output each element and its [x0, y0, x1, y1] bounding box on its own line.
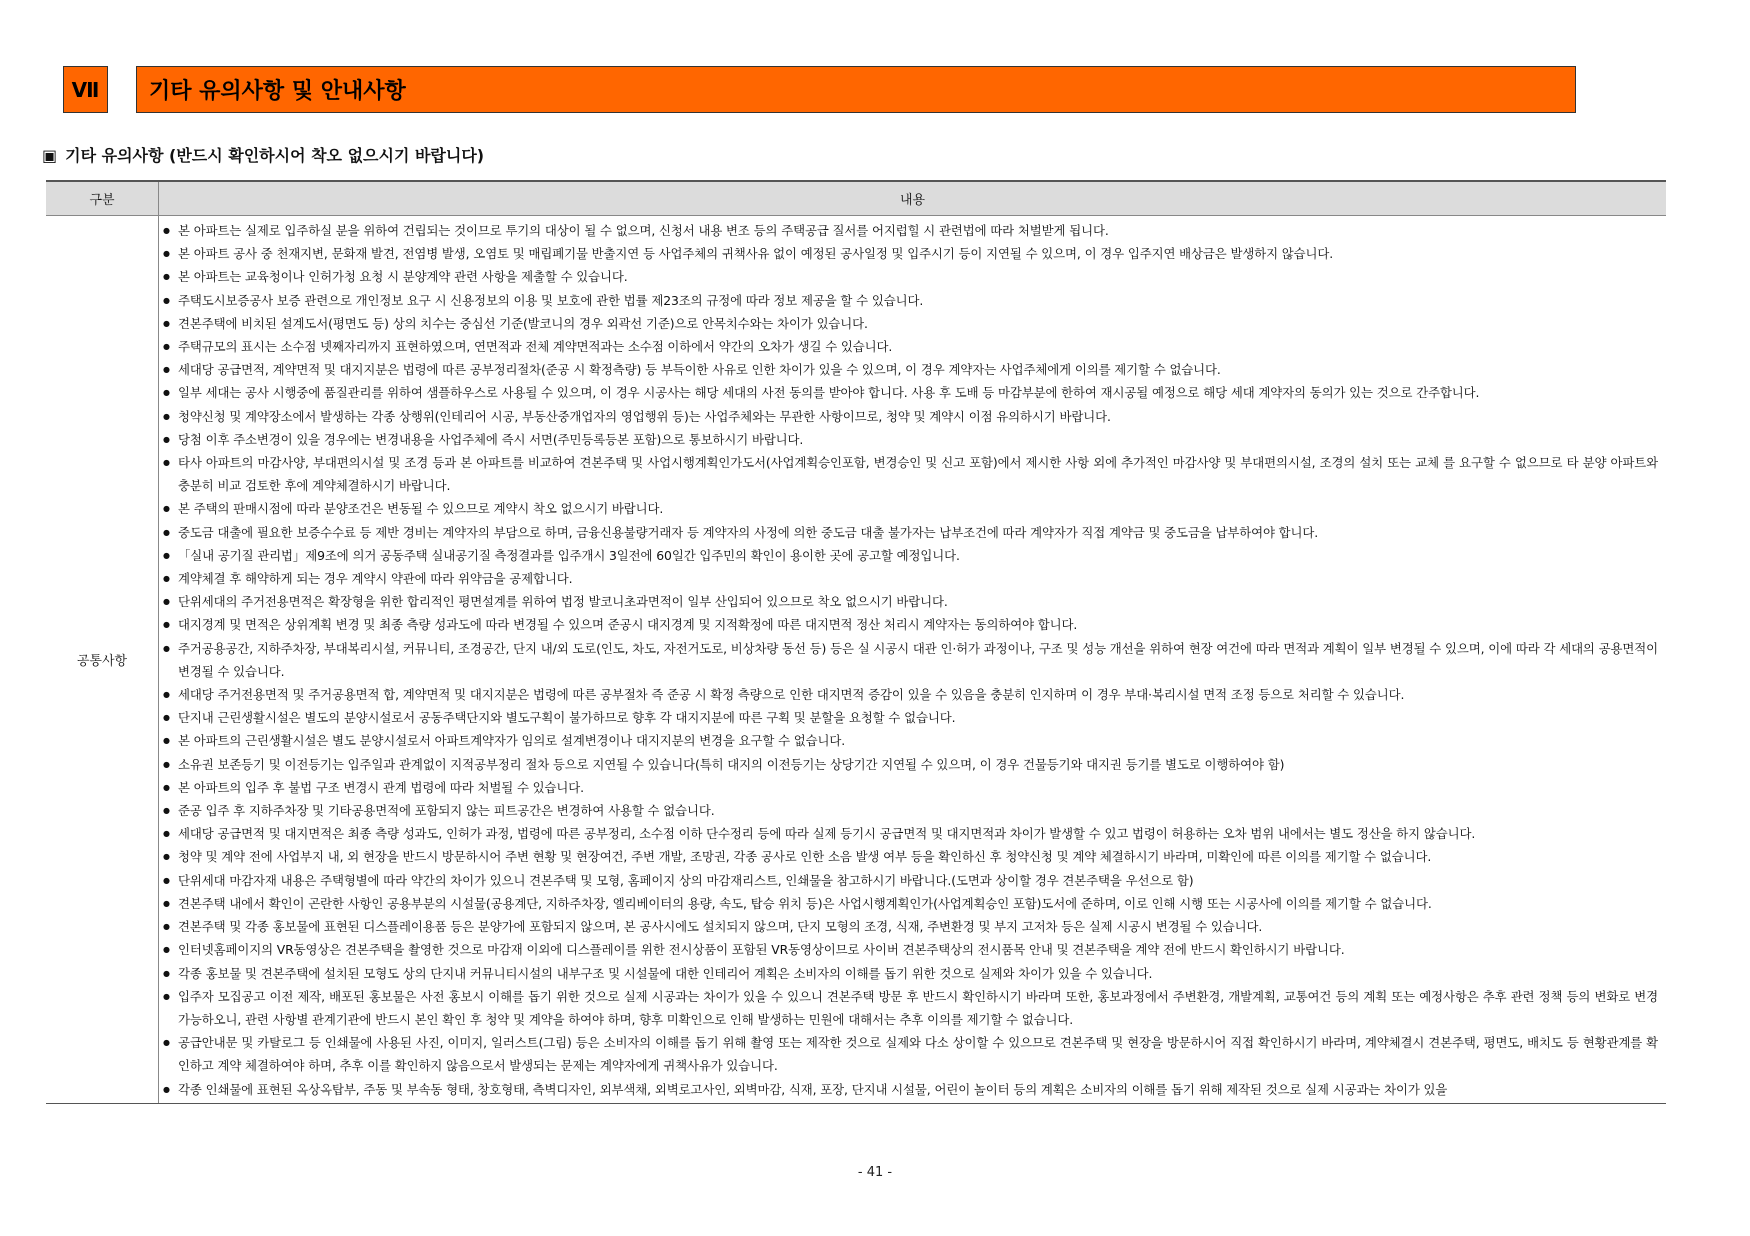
- list-item: ● 각종 인쇄물에 표현된 옥상옥탑부, 주동 및 부속동 형태, 창호형태, 측벽디자인, 외부색채, 외벽로고사인, 외벽마감, 식재, 포장, 단지내 시설물, 어린이 놀이터 등의 계획은 소비자의 이해를 돕기 위해 제작된 것으로 실제 시공과는 차이가 있을: [178, 1078, 1658, 1101]
- subheading-text: 기타 유의사항 (반드시 확인하시어 착오 없으시기 바랍니다): [65, 146, 485, 165]
- list-item: ● 본 아파트 공사 중 천재지변, 문화재 발견, 전염병 발생, 오염토 및 매립폐기물 반출지연 등 사업주체의 귀책사유 없이 예정된 공사일정 및 입주시기 등이 지연될 수 있으며, 이 경우 입주지연 배상금은 발생하지 않습니다.: [178, 242, 1658, 265]
- list-item: ● 본 아파트의 근린생활시설은 별도 분양시설로서 아파트계약자가 임의로 설계변경이나 대지지분의 변경을 요구할 수 없습니다.: [178, 729, 1658, 752]
- section-number: Ⅶ: [63, 66, 108, 113]
- list-item: ● 중도금 대출에 필요한 보증수수료 등 제반 경비는 계약자의 부담으로 하며, 금융신용불량거래자 등 계약자의 사정에 의한 중도금 대출 불가자는 납부조건에 따라 계약자가 직접 계약금 및 중도금을 납부하여야 합니다.: [178, 521, 1658, 544]
- list-item: ● 본 아파트의 입주 후 불법 구조 변경시 관계 법령에 따라 처벌될 수 있습니다.: [178, 776, 1658, 799]
- list-item: ● 단지내 근린생활시설은 별도의 분양시설로서 공동주택단지와 별도구획이 불가하므로 향후 각 대지지분에 따른 구획 및 분할을 요청할 수 없습니다.: [178, 706, 1658, 729]
- list-item: ● 단위세대 마감자재 내용은 주택형별에 따라 약간의 차이가 있으니 견본주택 및 모형, 홈페이지 상의 마감재리스트, 인쇄물을 참고하시기 바랍니다.(도면과 상이할 경우 견본주택을 우선으로 함): [178, 869, 1658, 892]
- list-item: ● 인터넷홈페이지의 VR동영상은 견본주택을 촬영한 것으로 마감재 이외에 디스플레이를 위한 전시상품이 포함된 VR동영상이므로 사이버 견본주택상의 전시품목 안내 및 견본주택을 계약 전에 반드시 확인하시기 바랍니다.: [178, 938, 1658, 961]
- list-item: ● 세대당 공급면적 및 대지면적은 최종 측량 성과도, 인허가 과정, 법령에 따른 공부정리, 소수점 이하 단수정리 등에 따라 실제 등기시 공급면적 및 대지면적과 차이가 발생할 수 있고 법령이 허용하는 오차 범위 내에서는 별도 정산을 하지 않습니다.: [178, 822, 1658, 845]
- list-item: ● 세대당 주거전용면적 및 주거공용면적 합, 계약면적 및 대지지분은 법령에 따른 공부절차 즉 준공 시 확정 측량으로 인한 대지면적 증감이 있을 수 있음을 충분히 인지하며 이 경우 부대·복리시설 면적 조정 등으로 처리할 수 있습니다.: [178, 683, 1658, 706]
- square-bullet-icon: ▣: [42, 146, 58, 165]
- list-item: ● 공급안내문 및 카탈로그 등 인쇄물에 사용된 사진, 이미지, 일러스트(그림) 등은 소비자의 이해를 돕기 위해 촬영 또는 제작한 것으로 실제와 다소 상이할 수 있으므로 견본주택 및 현장을 방문하시어 직접 확인하시기 바라며, 계약체결시 견본주택, 평면도, 배치도 등 현황관계를 확인하고 계약 체결하여야 하며, 추후 이를 확인하지 않음으로서 발생되는 문제는 계약자에게 귀책사유가 있습니다.: [178, 1031, 1658, 1077]
- section-title: 기타 유의사항 및 안내사항: [136, 66, 1576, 113]
- list-item: ● 견본주택 내에서 확인이 곤란한 사항인 공용부분의 시설물(공용계단, 지하주차장, 엘리베이터의 용량, 속도, 탑승 위치 등)은 사업시행계획인가(사업계획승인 포함)도서에 준하며, 이로 인해 시행 또는 시공사에 이의를 제기할 수 없습니다.: [178, 892, 1658, 915]
- list-item: ● 세대당 공급면적, 계약면적 및 대지지분은 법령에 따른 공부정리절차(준공 시 확정측량) 등 부득이한 사유로 인한 차이가 있을 수 있으며, 이 경우 계약자는 사업주체에게 이의를 제기할 수 없습니다.: [178, 358, 1658, 381]
- list-item: ● 당첨 이후 주소변경이 있을 경우에는 변경내용을 사업주체에 즉시 서면(주민등록등본 포함)으로 통보하시기 바랍니다.: [178, 428, 1658, 451]
- notes-table: [46, 180, 1666, 1104]
- subheading: [42, 143, 484, 166]
- list-item: ● 계약체결 후 해약하게 되는 경우 계약시 약관에 따라 위약금을 공제합니다.: [178, 567, 1658, 590]
- list-item: ● 견본주택에 비치된 설계도서(평면도 등) 상의 치수는 중심선 기준(발코니의 경우 외곽선 기준)으로 안목치수와는 차이가 있습니다.: [178, 312, 1658, 335]
- list-item: ● 견본주택 및 각종 홍보물에 표현된 디스플레이용품 등은 분양가에 포함되지 않으며, 본 공사시에도 설치되지 않으며, 단지 모형의 조경, 식재, 주변환경 및 부지 고저차 등은 실제 시공시 변경될 수 있습니다.: [178, 915, 1658, 938]
- list-item: ● 타사 아파트의 마감사양, 부대편의시설 및 조경 등과 본 아파트를 비교하여 견본주택 및 사업시행계획인가도서(사업계획승인포함, 변경승인 및 신고 포함)에서 제시한 사항 외에 추가적인 마감사양 및 부대편의시설, 조경의 설치 또는 교체 를 요구할 수 없으므로 타 분양 아파트와 충분히 비교 검토한 후에 계약체결하시기 바랍니다.: [178, 451, 1658, 497]
- category-cell: 공통사항: [46, 216, 159, 1104]
- list-item: ● 단위세대의 주거전용면적은 확장형을 위한 합리적인 평면설계를 위하여 법정 발코니초과면적이 일부 산입되어 있으므로 착오 없으시기 바랍니다.: [178, 590, 1658, 613]
- list-item: ● 일부 세대는 공사 시행중에 품질관리를 위하여 샘플하우스로 사용될 수 있으며, 이 경우 시공사는 해당 세대의 사전 동의를 받아야 합니다. 사용 후 도배 등 마감부분에 한하여 재시공될 예정으로 해당 세대 계약자의 동의가 있는 것으로 간주합니다.: [178, 381, 1658, 404]
- list-item: ● 청약 및 계약 전에 사업부지 내, 외 현장을 반드시 방문하시어 주변 현황 및 현장여건, 주변 개발, 조망권, 각종 공사로 인한 소음 발생 여부 등을 확인하신 후 청약신청 및 계약 체결하시기 바라며, 미확인에 따른 이의를 제기할 수 없습니다.: [178, 845, 1658, 868]
- list-item: ● 각종 홍보물 및 견본주택에 설치된 모형도 상의 단지내 커뮤니티시설의 내부구조 및 시설물에 대한 인테리어 계획은 소비자의 이해를 돕기 위한 것으로 실제와 차이가 있을 수 있습니다.: [178, 962, 1658, 985]
- list-item: ● 본 아파트는 교육청이나 인허가청 요청 시 분양계약 관련 사항을 제출할 수 있습니다.: [178, 265, 1658, 288]
- list-item: ● 주택규모의 표시는 소수점 넷째자리까지 표현하였으며, 연면적과 전체 계약면적과는 소수점 이하에서 약간의 오차가 생길 수 있습니다.: [178, 335, 1658, 358]
- list-item: ● 본 아파트는 실제로 입주하실 분을 위하여 건립되는 것이므로 투기의 대상이 될 수 없으며, 신청서 내용 변조 등의 주택공급 질서를 어지럽힐 시 관련법에 따라 처벌받게 됩니다.: [178, 219, 1658, 242]
- list-item: ● 소유권 보존등기 및 이전등기는 입주일과 관계없이 지적공부정리 절차 등으로 지연될 수 있습니다(특히 대지의 이전등기는 상당기간 지연될 수 있으며, 이 경우 건물등기와 대지권 등기를 별도로 이행하여야 함): [178, 753, 1658, 776]
- header-content: 내용: [159, 181, 1667, 216]
- header-category: 구분: [46, 181, 159, 216]
- list-item: ● 주택도시보증공사 보증 관련으로 개인정보 요구 시 신용정보의 이용 및 보호에 관한 법률 제23조의 규정에 따라 정보 제공을 할 수 있습니다.: [178, 289, 1658, 312]
- list-item: ● 준공 입주 후 지하주차장 및 기타공용면적에 포함되지 않는 피트공간은 변경하여 사용할 수 없습니다.: [178, 799, 1658, 822]
- list-item: ● 입주자 모집공고 이전 제작, 배포된 홍보물은 사전 홍보시 이해를 돕기 위한 것으로 실제 시공과는 차이가 있을 수 있으니 견본주택 방문 후 반드시 확인하시기 바라며 또한, 홍보과정에서 주변환경, 개발계획, 교통여건 등의 계획 또는 예정사항은 추후 관련 정책 등의 변화로 변경 가능하오니, 관련 사항별 관계기관에 반드시 본인 확인 후 청약 및 계약을 하여야 하며, 향후 미확인으로 인해 발생하는 민원에 대해서는 추후 이의를 제기할 수 없습니다.: [178, 985, 1658, 1031]
- list-item: ● 대지경계 및 면적은 상위계획 변경 및 최종 측량 성과도에 따라 변경될 수 있으며 준공시 대지경계 및 지적확정에 따른 대지면적 정산 처리시 계약자는 동의하여야 합니다.: [178, 613, 1658, 636]
- list-item: ● 청약신청 및 계약장소에서 발생하는 각종 상행위(인테리어 시공, 부동산중개업자의 영업행위 등)는 사업주체와는 무관한 사항이므로, 청약 및 계약시 이점 유의하시기 바랍니다.: [178, 405, 1658, 428]
- list-item: ● 주거공용공간, 지하주차장, 부대복리시설, 커뮤니티, 조경공간, 단지 내/외 도로(인도, 차도, 자전거도로, 비상차량 동선 등) 등은 실 시공시 대관 인·허가 과정이나, 구조 및 성능 개선을 위하여 현장 여건에 따라 면적과 계획이 일부 변경될 수 있으며, 이에 따라 각 세대의 공용면적이 변경될 수 있습니다.: [178, 637, 1658, 683]
- list-item: ● 「실내 공기질 관리법」제9조에 의거 공동주택 실내공기질 측정결과를 입주개시 3일전에 60일간 입주민의 확인이 용이한 곳에 공고할 예정입니다.: [178, 544, 1658, 567]
- content-cell: [159, 216, 1667, 1104]
- notes-list: [159, 216, 1666, 1103]
- list-item: ● 본 주택의 판매시점에 따라 분양조건은 변동될 수 있으므로 계약시 착오 없으시기 바랍니다.: [178, 497, 1658, 520]
- page-number: - 41 -: [857, 1165, 893, 1180]
